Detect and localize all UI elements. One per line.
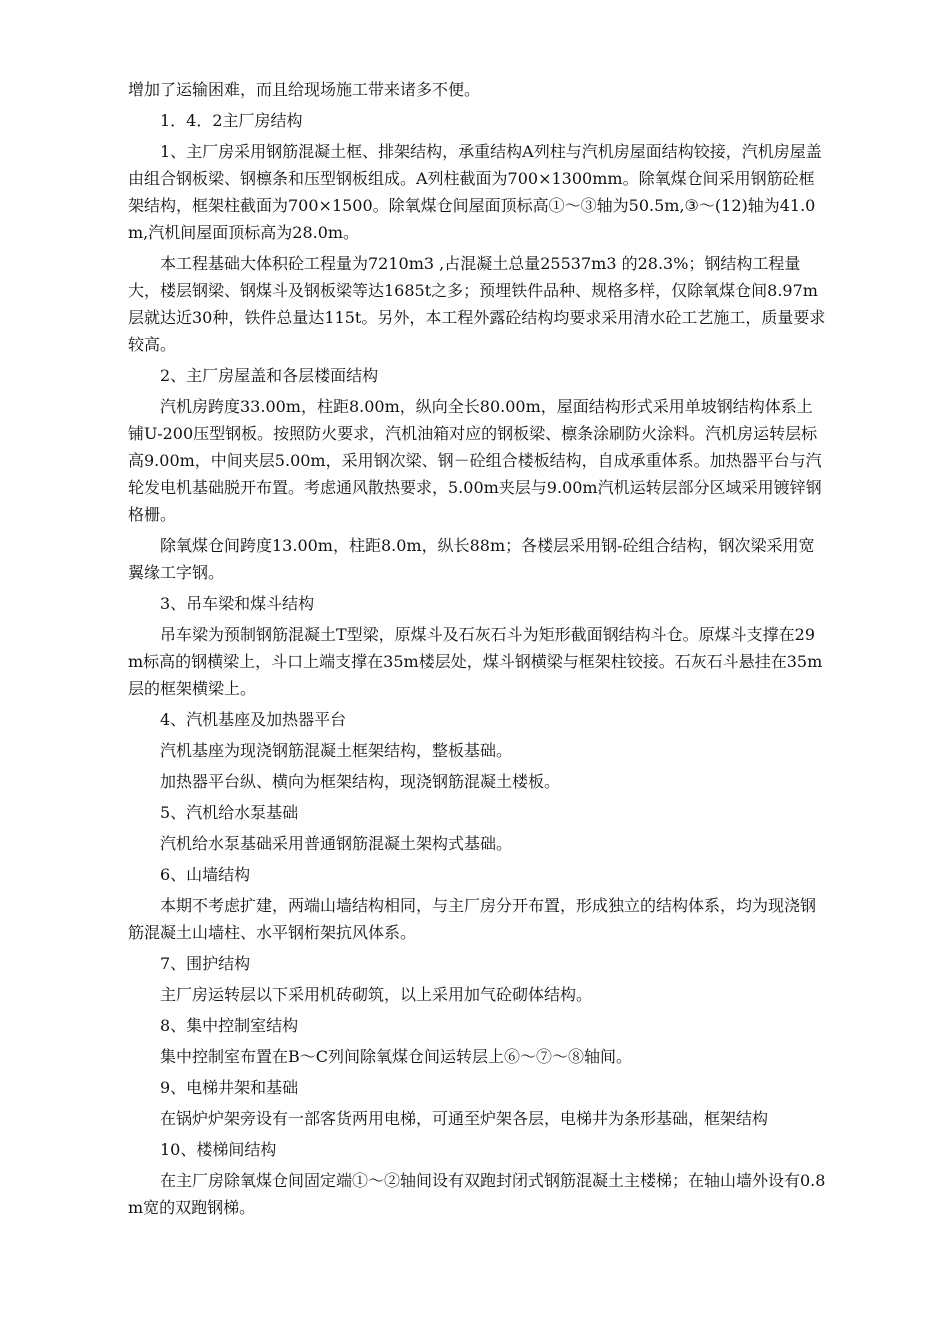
subsection-heading: 4、汽机基座及加热器平台 <box>160 710 347 729</box>
subsection-heading: 3、吊车梁和煤斗结构 <box>160 594 315 613</box>
subsection-heading: 8、集中控制室结构 <box>160 1016 299 1035</box>
paragraph: 集中控制室布置在B～C列间除氧煤仓间运转层上⑥～⑦～⑧轴间。 <box>160 1047 633 1066</box>
paragraph: 吊车梁为预制钢筋混凝土T型梁，原煤斗及石灰石斗为矩形截面钢结构斗仓。原煤斗支撑在29m标高的钢横梁上，斗口上端支撑在35m楼层处，煤斗钢横梁与框架柱铰接。石灰石斗悬挂在35m层的框架横梁上。 <box>128 625 823 698</box>
paragraph: 加热器平台纵、横向为框架结构，现浇钢筋混凝土楼板。 <box>160 772 561 791</box>
subsection-heading: 5、汽机给水泵基础 <box>160 803 299 822</box>
paragraph: 在主厂房除氧煤仓间固定端①～②轴间设有双跑封闭式钢筋混凝土主楼梯；在轴山墙外设有0.8m宽的双跑钢梯。 <box>128 1171 826 1217</box>
paragraph: 本工程基础大体积砼工程量为7210m3 ,占混凝土总量25537m3 的28.3%；钢结构工程量大，楼层钢梁、钢煤斗及钢板梁等达1685t之多；预埋铁件品种、规格多样，仅除氧煤仓间8.97m层就达近30种，铁件总量达115t。另外，本工程外露砼结构均要求采用清水砼工艺施工，质量要求较高。 <box>128 254 826 354</box>
paragraph: 除氧煤仓间跨度13.00m，柱距8.0m，纵长88m；各楼层采用钢-砼组合结构，钢次梁采用宽翼缘工字钢。 <box>128 536 815 582</box>
section-heading: 1．4．2主厂房结构 <box>160 111 303 130</box>
paragraph: 主厂房运转层以下采用机砖砌筑，以上采用加气砼砌体结构。 <box>160 985 593 1004</box>
paragraph: 本期不考虑扩建，两端山墙结构相同，与主厂房分开布置，形成独立的结构体系，均为现浇钢筋混凝土山墙柱、水平钢桁架抗风体系。 <box>128 896 817 942</box>
paragraph-intro: 增加了运输困难，而且给现场施工带来诸多不便。 <box>128 80 481 99</box>
subsection-heading: 6、山墙结构 <box>160 865 251 884</box>
subsection-heading: 9、电梯井架和基础 <box>160 1078 299 1097</box>
paragraph: 在锅炉炉架旁设有一部客货两用电梯，可通至炉架各层，电梯井为条形基础，框架结构 <box>160 1109 769 1128</box>
paragraph: 汽机给水泵基础采用普通钢筋混凝土架构式基础。 <box>160 834 513 853</box>
paragraph: 汽机房跨度33.00m，柱距8.00m，纵向全长80.00m，屋面结构形式采用单坡钢结构体系上铺U-200压型钢板。按照防火要求，汽机油箱对应的钢板梁、檩条涂刷防火涂料。汽机房运转层标高9.00m，中间夹层5.00m，采用钢次梁、钢－砼组合楼板结构，自成承重体系。加热器平台与汽轮发电机基础脱开布置。考虑通风散热要求，5.00m夹层与9.00m汽机运转层部分区域采用镀锌钢格栅。 <box>128 397 822 524</box>
subsection-heading: 10、楼梯间结构 <box>160 1140 277 1159</box>
subsection-heading: 7、围护结构 <box>160 954 251 973</box>
subsection-heading: 2、主厂房屋盖和各层楼面结构 <box>160 366 379 385</box>
document-page <box>128 76 828 1225</box>
paragraph: 汽机基座为现浇钢筋混凝土框架结构，整板基础。 <box>160 741 513 760</box>
paragraph: 1、主厂房采用钢筋混凝土框、排架结构，承重结构A列柱与汽机房屋面结构铰接，汽机房屋盖由组合钢板梁、钢檩条和压型钢板组成。A列柱截面为700×1300mm。除氧煤仓间采用钢筋砼框架结构，框架柱截面为700×1500。除氧煤仓间屋面顶标高①～③轴为50.5m,③～(12)轴为41.0m,汽机间屋面顶标高为28.0m。 <box>128 142 822 242</box>
